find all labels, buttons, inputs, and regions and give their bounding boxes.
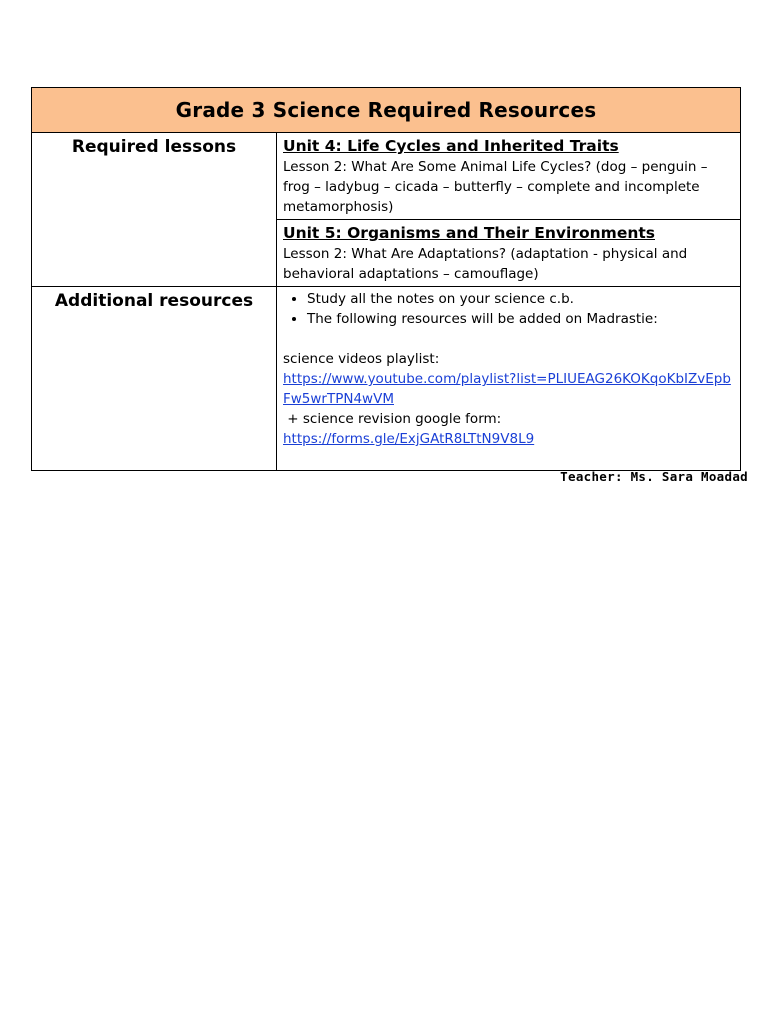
required-lessons-row [32,133,740,287]
unit-5-title: Unit 5: Organisms and Their Environments [283,224,655,242]
resources-list [283,289,734,329]
list-item: • The following resources will be added on Madrastie: [307,309,734,329]
form-label: + science revision google form: [283,411,502,427]
page-title: Grade 3 Science Required Resources [175,98,597,122]
unit-4-title: Unit 4: Life Cycles and Inherited Traits [283,137,619,155]
unit-4-lesson: Lesson 2: What Are Some Animal Life Cycles? (dog – penguin – frog – ladybug – cicada – butterfly – complete and incomplete metamorphosis) [283,159,708,215]
additional-resources-row [32,287,740,470]
additional-resources-label: Additional resources [32,287,277,470]
required-lessons-content [277,133,740,286]
table-header [32,88,740,133]
resources-table [31,87,741,471]
playlist-link[interactable]: https://www.youtube.com/playlist?list=PLIUEAG26KOKqoKbIZvEpbFw5wrTPN4wVM [283,371,731,407]
additional-resources-cell [277,287,740,451]
unit-5-cell [277,219,740,286]
playlist-label: science videos playlist: [283,351,440,367]
required-lessons-label: Required lessons [32,133,277,286]
additional-resources-content [277,287,740,470]
list-item: • Study all the notes on your science c.b. [307,289,734,309]
teacher-name: Teacher: Ms. Sara Moadad [560,469,748,484]
form-link[interactable]: https://forms.gle/ExjGAtR8LTtN9V8L9 [283,431,535,447]
unit-4-cell [277,133,740,219]
unit-5-lesson: Lesson 2: What Are Adaptations? (adaptation - physical and behavioral adaptations – camouflage) [283,246,688,282]
